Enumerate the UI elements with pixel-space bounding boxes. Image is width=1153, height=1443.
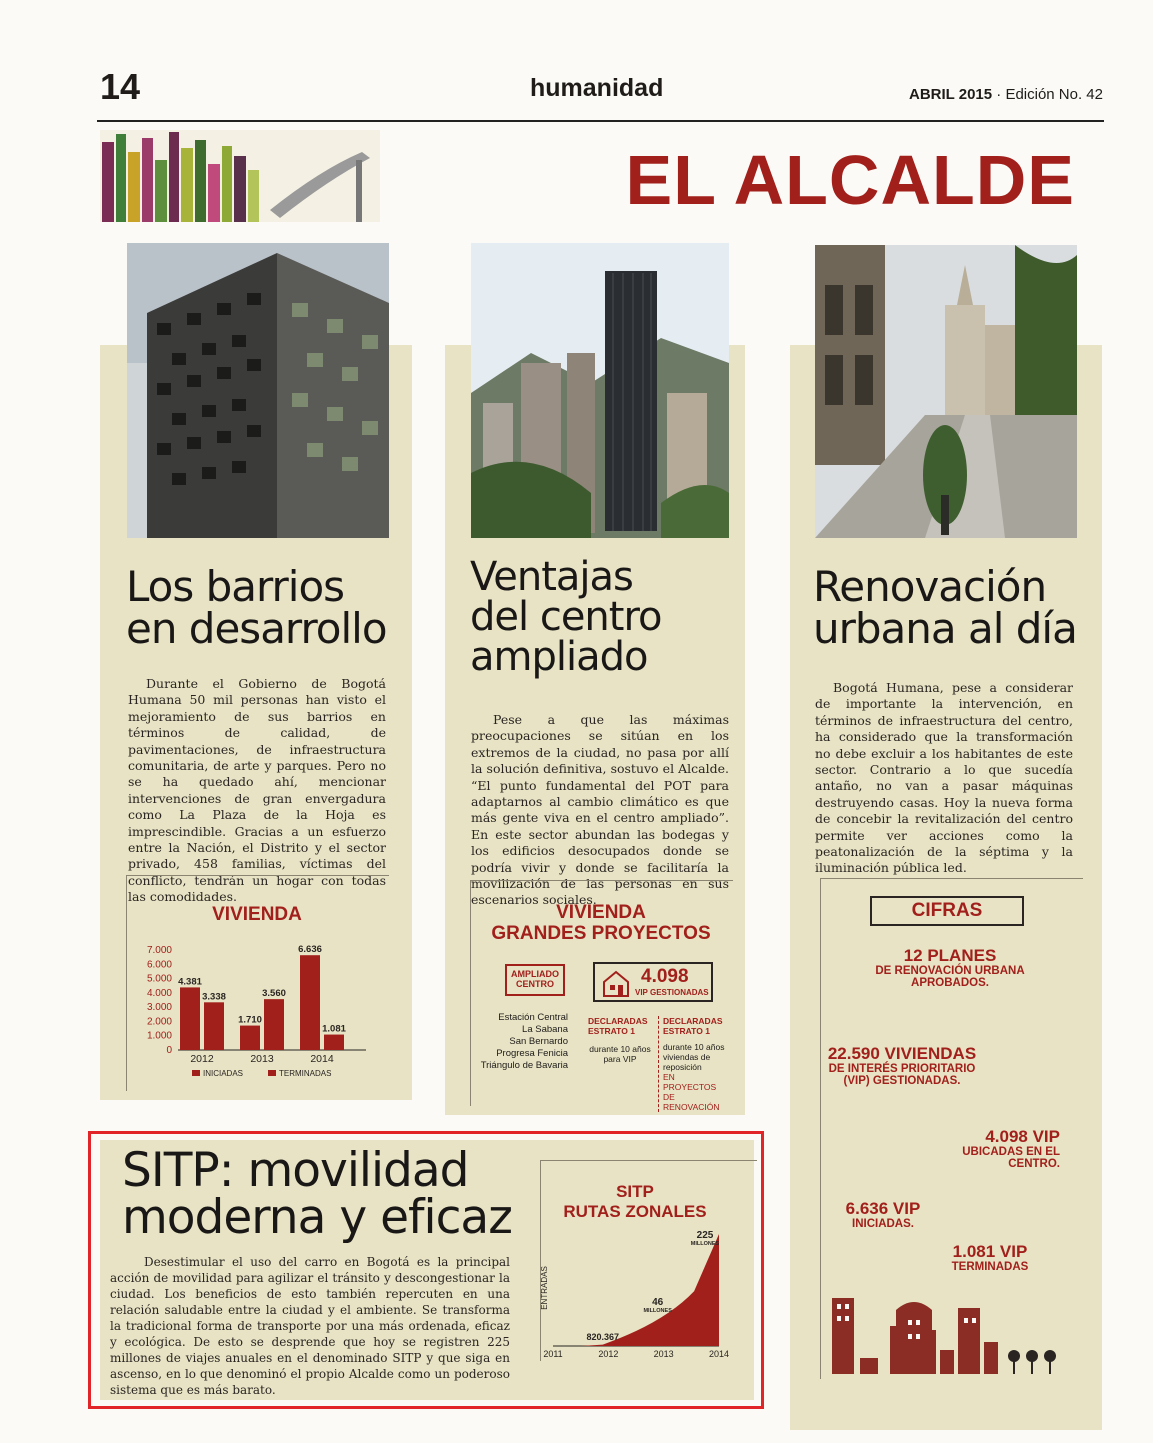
vip-caption: VIP GESTIONADAS <box>635 988 709 997</box>
y-tick-label: 7.000 <box>146 945 172 956</box>
cifras-small: TERMINADAS <box>951 1260 1029 1273</box>
building-photo <box>127 243 389 538</box>
declared-red-text: EN PROYECTOS DE RENOVACIÓN <box>663 1072 720 1112</box>
x-tick-label: 2014 <box>708 1349 730 1359</box>
article-1-body: Durante el Gobierno de Bogotá Humana 50 mil personas han visto el mejoramiento de sus barrios en términos de calidad, de pavimentaciones, de infraestructura comunitaria, de arte y parques. Pero no se ha quedado ahí, mencionar intervenciones de gran envergadura como La Plaza de la Hoja es imprescindible. Gracias a un esfuerzo entre la Nación, el Distrito y el sector privado, 458 familias, víctimas del conflicto, tendrán un hogar con todas las comodidades. <box>128 676 386 905</box>
bar-value-label: 6.636 <box>298 944 322 956</box>
y-tick-label: 2.000 <box>146 1016 172 1028</box>
cifras-small: DE RENOVACIÓN URBANA APROBADOS. <box>875 964 1025 989</box>
place-item: San Bernardo <box>509 1036 568 1047</box>
box-title-line: GRANDES PROYECTOS <box>491 923 711 944</box>
cifras-small: DE INTERÉS PRIORITARIO (VIP) GESTIONADAS. <box>828 1062 976 1087</box>
sitp-chart-title <box>560 1182 710 1222</box>
sitp-body: Desestimular el uso del carro en Bogotá es la principal acción de movilidad para agilizar el tránsito y descongestionar la ciudad. Los beneficios de esto también repercuten en una relación saludable entre la ciudad y el ambiente. Se transforma la tradicional forma de transporte por una más ordenada, eficaz y ecológica. De esto se desprende que hoy se registren 225 millones de viajes anuales en el denominado SITP y que siga en ascenso, en lo que denominó el propio Alcalde como un poderoso sistema que es más barato. <box>110 1255 510 1397</box>
bar-terminadas <box>324 1035 344 1050</box>
article-2-headline <box>470 554 662 680</box>
cifras-big: 4.098 VIP <box>985 1127 1060 1146</box>
declared-text: durante 10 años para VIP <box>589 1044 651 1064</box>
x-tick-label: 2012 <box>598 1349 619 1359</box>
bar-terminadas <box>264 999 284 1050</box>
place-item: Progresa Fenicia <box>496 1048 568 1059</box>
bar-terminadas <box>204 1002 224 1050</box>
cifras-small: INICIADAS. <box>852 1217 914 1230</box>
y-tick-label: 6.000 <box>146 959 172 971</box>
bar-iniciadas <box>240 1026 260 1050</box>
vip-count: 4.098 <box>641 966 689 987</box>
bar-value-label: 3.560 <box>262 988 286 1000</box>
edition-number: Edición No. 42 <box>1005 86 1103 103</box>
x-tick-label: 2011 <box>543 1349 563 1359</box>
article-3-body: Bogotá Humana, pese a considerar de importante la intervención, en términos de infraestructura del centro, ha considerado que la transformación no debe excluir a los habitantes de este sector. Contrario a lo que sucedía antaño, no van a pasar máquinas destruyendo casas. Hoy la nueva forma de concebir la revitalización del centro permite ver acciones como la peatonalización de la séptima y la iluminación pública led. <box>815 680 1073 876</box>
places-list <box>478 1012 568 1072</box>
vip-gestionadas-box <box>593 962 713 1002</box>
x-tick-label: 2013 <box>653 1349 674 1359</box>
declared-estrato-1-b <box>658 1016 727 1112</box>
bar-value-label: 4.381 <box>178 976 202 988</box>
edition-separator: · <box>996 86 1002 103</box>
article-3-headline <box>813 562 1077 653</box>
bar-value-label: 3.338 <box>202 991 226 1003</box>
banner-title: EL ALCALDE <box>625 141 1075 219</box>
vivienda-bar-chart <box>136 940 376 1085</box>
sitp-area-chart <box>533 1228 733 1364</box>
sitp-area-series <box>581 1234 719 1346</box>
banner-art <box>100 130 380 222</box>
chart-title-line: SITP <box>616 1182 654 1201</box>
box-title-line: VIVIENDA <box>556 902 646 923</box>
cifras-big: 12 PLANES <box>903 946 997 965</box>
headline-line: SITP: movilidad <box>122 1143 469 1198</box>
edition-date: ABRIL 2015 <box>909 86 993 103</box>
y-tick-label: 1.000 <box>146 1030 172 1042</box>
declared-label: DECLARADAS ESTRATO 1 <box>588 1016 648 1036</box>
city-center-photo <box>471 243 729 538</box>
y-tick-label: 5.000 <box>146 973 172 985</box>
plaza-photo <box>815 245 1077 538</box>
data-point-label: 820.367 <box>586 1332 620 1342</box>
headline-line: moderna y eficaz <box>122 1190 512 1245</box>
cifras-item-viviendas <box>822 1045 982 1087</box>
place-item: La Sabana <box>522 1024 568 1035</box>
vivienda-chart-title: VIVIENDA <box>212 904 302 925</box>
cifras-item-planes <box>860 947 1040 989</box>
house-icon <box>601 968 631 998</box>
headline-line: Los barrios <box>126 562 345 611</box>
headline-line: ampliado <box>470 634 648 680</box>
cifras-big: 6.636 VIP <box>845 1199 921 1218</box>
y-tick-label: 4.000 <box>146 987 172 999</box>
data-point-unit: MILLONES <box>643 1308 672 1315</box>
headline-line: del centro <box>470 594 662 640</box>
page-number: 14 <box>100 66 141 107</box>
header-rule <box>97 120 1104 122</box>
cifras-item-terminadas <box>945 1243 1035 1273</box>
bar-iniciadas <box>180 987 200 1050</box>
cifras-small: UBICADAS EN EL CENTRO. <box>962 1145 1060 1170</box>
declared-label: DECLARADAS ESTRATO 1 <box>663 1016 723 1036</box>
edition-info <box>909 86 1103 103</box>
place-item: Triángulo de Bavaria <box>480 1060 568 1071</box>
place-item: Estación Central <box>498 1012 568 1023</box>
data-point-label: 225 <box>696 1230 714 1241</box>
x-tick-label: 2014 <box>310 1053 334 1065</box>
data-point-label: 46 <box>652 1297 664 1309</box>
bar-iniciadas <box>300 955 320 1050</box>
grandes-proyectos-title <box>470 902 732 944</box>
declared-text: durante 10 años viviendas de reposición <box>663 1042 725 1072</box>
article-2-body: Pese a que las máximas preocupaciones se sitúan en los extremos de la ciudad, no pasa por allí la solución definitiva, sostuvo el Alcalde. “El punto fundamental del POT para adaptarnos al cambio climático es que más gente viva en el centro ampliado”. En este sector abundan las bodegas y los edificios desocupados donde se podría vivir y donde se facilitaría la movilización de las personas en sus escenarios sociales. <box>471 712 729 908</box>
headline-line: urbana al día <box>813 604 1077 653</box>
city-skyline-icon <box>828 1290 1068 1374</box>
article-1-headline <box>126 562 387 653</box>
x-tick-label: 2013 <box>250 1053 274 1065</box>
y-axis-label: ENTRADAS <box>540 1266 549 1310</box>
headline-line: en desarrollo <box>126 604 387 653</box>
declared-estrato-1-a <box>588 1016 652 1064</box>
ampliado-centro-tag: AMPLIADO CENTRO <box>505 964 565 996</box>
cifras-big: 22.590 VIVIENDAS <box>827 1044 977 1063</box>
x-tick-label: 2012 <box>190 1053 214 1065</box>
cifras-item-centro <box>910 1128 1060 1170</box>
legend-label: TERMINADAS <box>279 1069 332 1078</box>
bar-value-label: 1.710 <box>238 1014 262 1026</box>
cifras-item-iniciadas <box>838 1200 928 1230</box>
cifras-big: 1.081 VIP <box>952 1242 1028 1261</box>
legend-label: INICIADAS <box>203 1069 244 1078</box>
y-tick-label: 0 <box>166 1045 172 1056</box>
chart-title-line: RUTAS ZONALES <box>563 1202 707 1221</box>
sitp-headline <box>122 1143 512 1245</box>
headline-line: Renovación <box>813 562 1047 611</box>
bar-value-label: 1.081 <box>322 1023 346 1035</box>
legend-swatch <box>192 1070 200 1076</box>
headline-line: Ventajas <box>470 554 633 600</box>
data-point-unit: MILLONES <box>690 1241 720 1247</box>
section-name: humanidad <box>530 74 664 102</box>
legend-swatch <box>268 1070 276 1076</box>
cifras-title: CIFRAS <box>870 896 1024 926</box>
y-tick-label: 3.000 <box>146 1002 172 1014</box>
